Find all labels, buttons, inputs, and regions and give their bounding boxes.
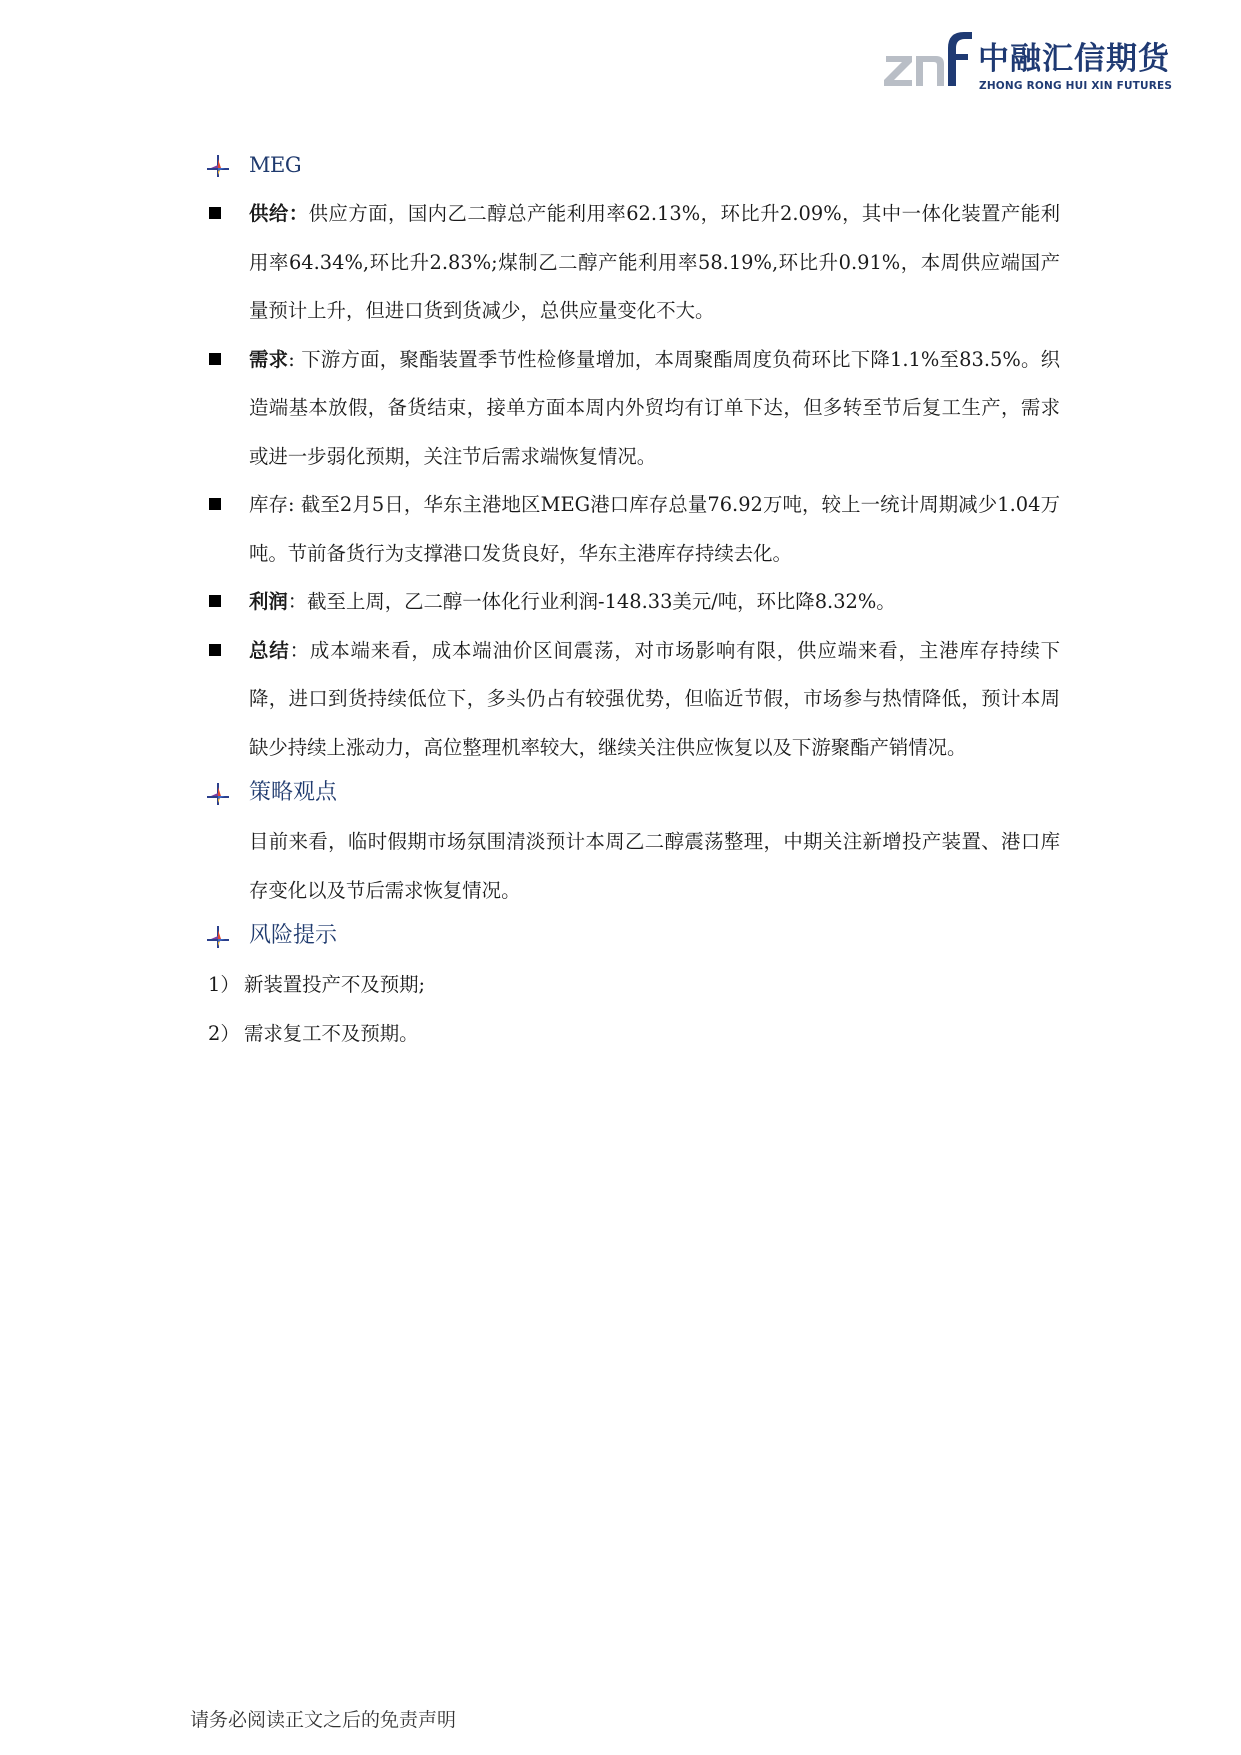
square-bullet-icon bbox=[209, 353, 221, 365]
bullet-text: 供应方面，国内乙二醇总产能利用率62.13%，环比升2.09%，其中一体化装置产能利用率64.34%,环比升2.83%;煤制乙二醇产能利用率58.19%,环比升0.91%，本周供应端国产量预计上升，但进口货到货减少，总供应量变化不大。 bbox=[249, 202, 1060, 322]
strategy-text: 目前来看，临时假期市场氛围清淡预计本周乙二醇震荡整理，中期关注新增投产装置、港口库存变化以及节后需求恢复情况。 bbox=[249, 830, 1060, 902]
compass-bullet-icon bbox=[207, 155, 229, 177]
risk-item-number: 1） bbox=[208, 973, 240, 996]
section-title-meg: MEG bbox=[249, 153, 302, 177]
bullet-supply bbox=[200, 190, 1060, 336]
risk-item bbox=[200, 1010, 1060, 1059]
section-title-strategy: 策略观点 bbox=[249, 780, 338, 805]
logo-name-en: ZHONG RONG HUI XIN FUTURES bbox=[979, 80, 1173, 92]
bullet-demand bbox=[200, 336, 1060, 482]
bullet-inventory bbox=[200, 481, 1060, 578]
bullet-summary bbox=[200, 627, 1060, 773]
section-heading-meg bbox=[200, 144, 1060, 188]
square-bullet-icon bbox=[209, 207, 221, 219]
logo-name-cn: 中融汇信期货 bbox=[978, 41, 1170, 77]
bullet-profit bbox=[200, 578, 1060, 627]
risk-item bbox=[200, 961, 1060, 1010]
bullet-text: 库存: 截至2月5日，华东主港地区MEG港口库存总量76.92万吨，较上一统计周期减少1.04万吨。节前备货行为支撑港口发货良好，华东主港库存持续去化。 bbox=[249, 493, 1060, 565]
company-logo bbox=[882, 28, 1173, 94]
square-bullet-icon bbox=[209, 644, 221, 656]
bullet-lead: 供给： bbox=[249, 202, 309, 225]
bullet-text: ：截至上周，乙二醇一体化行业利润-148.33美元/吨，环比降8.32%。 bbox=[287, 590, 896, 613]
znf-logo-mark-icon bbox=[882, 28, 974, 94]
section-heading-risk bbox=[200, 915, 1060, 959]
square-bullet-icon bbox=[209, 498, 221, 510]
bullet-lead: 总结 bbox=[249, 638, 290, 662]
square-bullet-icon bbox=[209, 595, 221, 607]
footer-disclaimer: 请务必阅读正文之后的免责声明 bbox=[190, 1709, 457, 1731]
risk-item-text: 需求复工不及预期。 bbox=[244, 1021, 419, 1045]
section-title-risk: 风险提示 bbox=[249, 923, 338, 948]
risk-item-text: 新装置投产不及预期; bbox=[244, 973, 426, 996]
bullet-lead: 需求 bbox=[249, 347, 289, 371]
bullet-lead: 利润 bbox=[249, 590, 288, 613]
section-heading-strategy bbox=[200, 772, 1060, 816]
bullet-text: : 下游方面，聚酯装置季节性检修量增加，本周聚酯周度负荷环比下降1.1%至83.5%。织造端基本放假，备货结束，接单方面本周内外贸均有订单下达，但多转至节后复工生产，需求或进一步弱化预期，关注节后需求端恢复情况。 bbox=[249, 347, 1061, 468]
risk-item-number: 2） bbox=[208, 1021, 240, 1045]
compass-bullet-icon bbox=[207, 783, 229, 805]
bullet-text: ：成本端来看，成本端油价区间震荡，对市场影响有限，供应端来看，主港库存持续下降，进口到货持续低位下，多头仍占有较强优势，但临近节假，市场参与热情降低，预计本周缺少持续上涨动力，高位整理机率较大，继续关注供应恢复以及下游聚酯产销情况。 bbox=[249, 638, 1061, 759]
compass-bullet-icon bbox=[207, 926, 229, 948]
report-content bbox=[200, 144, 1060, 1058]
